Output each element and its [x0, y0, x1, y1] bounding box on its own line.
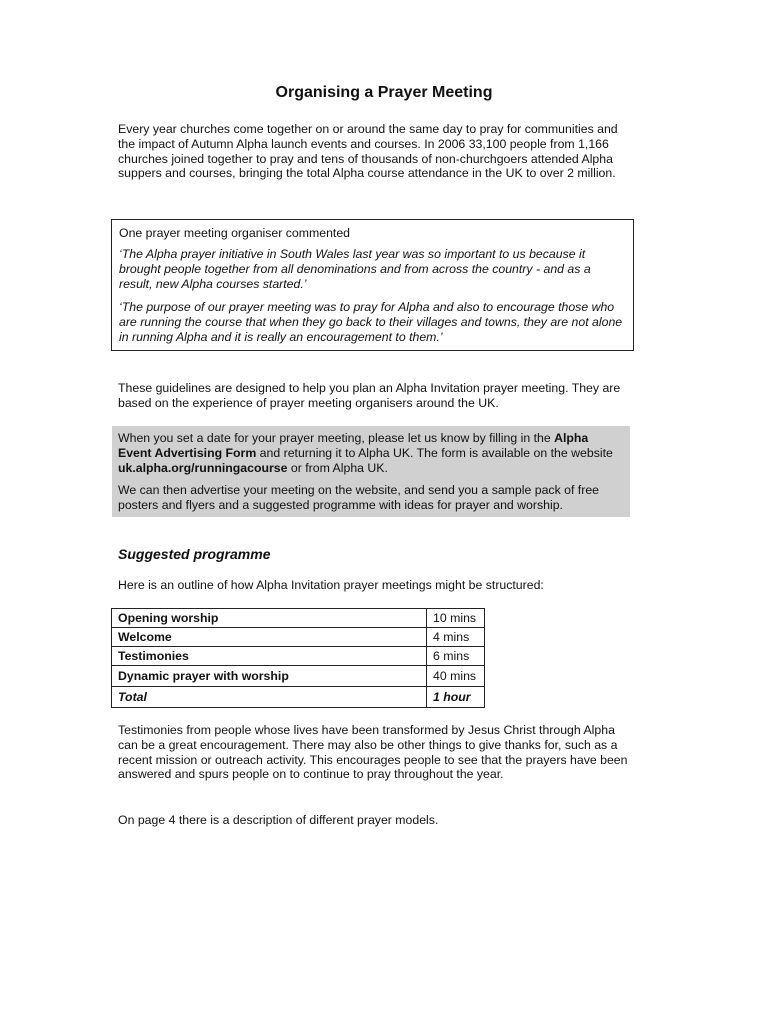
testimonies-paragraph: Testimonies from people whose lives have been transformed by Jesus Christ through Alpha can be a great encouragement. There may also be other things to give thanks for, such as a recent mission or outreach activity. This encourages people to see that the prayers have been answered and spurs people on to continue to pray throughout the year.	[118, 723, 628, 782]
quote-box	[111, 219, 634, 351]
activity-cell: Dynamic prayer with worship	[112, 666, 427, 687]
notice-box	[112, 426, 630, 517]
activity-cell: Testimonies	[112, 647, 427, 666]
duration-cell: 40 mins	[427, 666, 485, 687]
programme-table	[111, 608, 485, 708]
duration-cell: 4 mins	[427, 628, 485, 647]
website-link[interactable]: uk.alpha.org/runningacourse	[118, 460, 288, 475]
duration-cell: 10 mins	[427, 609, 485, 628]
quote-2: ‘The purpose of our prayer meeting was to pray for Alpha and also to encourage those who are running the course that when they go back to their villages and towns, they are not alone in running Alpha and it is really an encouragement to them.’	[119, 300, 623, 344]
intro-paragraph: Every year churches come together on or around the same day to pray for communities and the impact of Autumn Alpha launch events and courses. In 2006 33,100 people from 1,166 churches joined together to pray and tens of thousands of non-churchgoers attended Alpha suppers and courses, bringing the total Alpha course attendance in the UK to over 2 million.	[118, 122, 618, 181]
notice-paragraph-1	[118, 431, 624, 475]
page-title: Organising a Prayer Meeting	[275, 84, 493, 101]
total-duration-cell: 1 hour	[427, 687, 485, 708]
page-reference: On page 4 there is a description of different prayer models.	[118, 813, 439, 827]
notice-paragraph-2: We can then advertise your meeting on the website, and send you a sample pack of free posters and flyers and a suggested programme with ideas for prayer and worship.	[118, 483, 600, 512]
advertising-form-name: Alpha Event Advertising Form	[118, 431, 589, 460]
programme-intro: Here is an outline of how Alpha Invitation prayer meetings might be structured:	[118, 578, 544, 592]
activity-cell: Opening worship	[112, 609, 427, 628]
table-total-row	[112, 687, 485, 708]
notice-text-a: When you set a date for your prayer meeting, please let us know by filling in the	[118, 431, 555, 445]
activity-cell: Welcome	[112, 628, 427, 647]
notice-text-c: or from Alpha UK.	[287, 460, 388, 475]
table-row	[112, 647, 485, 666]
programme-heading: Suggested programme	[118, 546, 271, 562]
quote-1: ‘The Alpha prayer initiative in South Wales last year was so important to us because it brought people together from all denominations and from across the country - and as a result, new Alpha courses started.’	[119, 247, 591, 291]
duration-cell: 6 mins	[427, 647, 485, 666]
total-label-cell: Total	[112, 687, 427, 708]
table-row	[112, 609, 485, 628]
guidelines-paragraph: These guidelines are designed to help you plan an Alpha Invitation prayer meeting. They are based on the experience of prayer meeting organisers around the UK.	[118, 381, 621, 410]
table-row	[112, 628, 485, 647]
table-row	[112, 666, 485, 687]
notice-text-b: and returning it to Alpha UK. The form is available on the website	[256, 445, 613, 460]
quote-lead: One prayer meeting organiser commented	[119, 226, 351, 240]
